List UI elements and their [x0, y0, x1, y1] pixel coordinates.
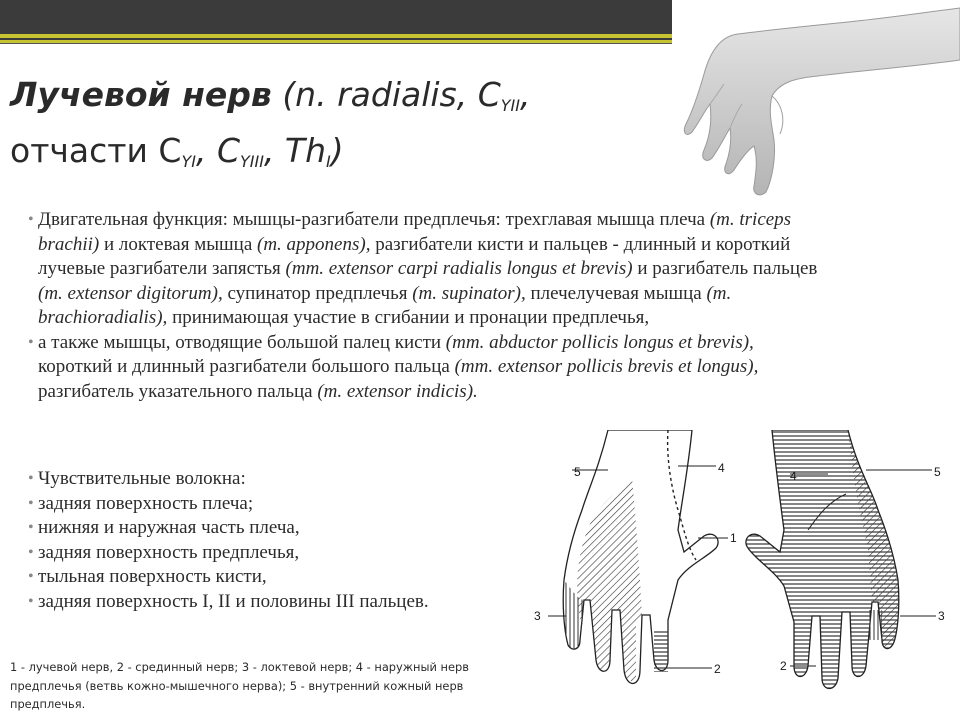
label-5: 5	[934, 465, 941, 479]
list-item	[28, 492, 548, 517]
bullet-icon: •	[28, 543, 34, 561]
wrist-drop-illustration	[668, 0, 960, 205]
list-item-text: тыльная поверхность кисти,	[38, 566, 267, 587]
median-zone	[654, 630, 668, 672]
label-2: 2	[714, 662, 721, 676]
text-run: и локтевая мышца	[99, 233, 257, 255]
text-run: а также мышцы, отводящие большой палец кисти	[38, 331, 446, 353]
figure-caption: 1 - лучевой нерв, 2 - срединный нерв; 3 - локтевой нерв; 4 - наружный нерв предплечья (ветвь кожно-мышечного нерва); 5 - внутренний кожный нерв предплечья.	[10, 660, 469, 711]
title-bold: Лучевой нерв	[10, 75, 272, 114]
text-run: и разгибатель пальцев	[632, 258, 818, 279]
list-item	[28, 590, 548, 615]
motor-function-text	[28, 208, 828, 404]
latin-term: (mm. extensor carpi radialis longus et brevis)	[285, 258, 633, 279]
list-item	[28, 516, 548, 541]
title-subscript: I	[326, 152, 331, 171]
bullet-icon: •	[28, 519, 34, 536]
latin-term: (m. supinator),	[412, 282, 526, 304]
bullet-icon: •	[28, 470, 34, 487]
list-item-text: задняя поверхность плеча;	[38, 492, 254, 514]
title-line-2	[10, 128, 650, 184]
title-mid: , C	[195, 131, 241, 170]
bullet-icon: •	[28, 333, 34, 351]
label-1: 1	[730, 531, 737, 545]
label-4: 4	[790, 469, 797, 483]
list-item-text: задняя поверхность I, II и половины III пальцев.	[38, 590, 429, 612]
latin-term: (m. triceps brachii)	[38, 209, 792, 255]
label-4: 4	[718, 461, 725, 475]
bullet-icon: •	[28, 494, 34, 512]
latin-term: (m. apponens),	[257, 233, 371, 255]
list-item-text: задняя поверхность предплечья,	[38, 541, 300, 563]
latin-term: (mm. extensor pollicis brevis et longus),	[454, 356, 759, 377]
title-latin: (n. radialis, C	[282, 75, 501, 114]
left-hand-diagram	[534, 430, 737, 684]
motor-paragraph-1	[28, 208, 828, 331]
sensory-list	[28, 467, 548, 614]
label-3: 3	[534, 609, 541, 623]
hand-innervation-diagram	[528, 430, 960, 720]
label-5: 5	[574, 465, 581, 479]
bullet-icon: •	[28, 568, 34, 585]
latin-term: (m. extensor indicis).	[317, 380, 478, 402]
list-item	[28, 565, 548, 590]
label-3: 3	[938, 609, 945, 623]
title-subscript: YIII	[240, 152, 264, 171]
list-item	[28, 467, 548, 492]
title-subscript: YII	[500, 96, 520, 115]
ulnar-finger-zone	[868, 610, 882, 640]
title-comma: ,	[519, 75, 531, 114]
bullet-icon: •	[28, 592, 34, 610]
label-2: 2	[780, 659, 787, 673]
slide-title	[10, 72, 650, 184]
text-run: короткий и длинный разгибатели большого пальца	[38, 356, 455, 377]
text-run: плечелучевая мышца	[525, 282, 707, 304]
header-stripe	[0, 43, 672, 44]
text-run: разгибатели кисти и пальцев - длинный и короткий лучевые разгибатели запястья	[38, 233, 791, 279]
title-line2-prefix: отчасти C	[10, 131, 182, 170]
header-bar	[0, 0, 672, 34]
title-line-1	[10, 72, 650, 128]
list-item-text: нижняя и наружная часть плеча,	[38, 517, 300, 538]
motor-paragraph-2	[28, 331, 828, 405]
text-run: принимающая участие в сгибании и пронации предплечья,	[167, 307, 650, 328]
text-run: разгибатель указательного пальца	[38, 380, 318, 402]
latin-term: (mm. abductor pollicis longus et brevis),	[445, 331, 754, 353]
title-close: )	[330, 131, 344, 170]
text-run: супинатор предплечья	[222, 282, 413, 304]
list-item	[28, 541, 548, 566]
bullet-icon: •	[28, 211, 34, 228]
list-item-text: Чувствительные волокна:	[38, 468, 246, 489]
title-subscript: YI	[181, 152, 196, 171]
right-hand-diagram	[746, 430, 945, 689]
text-run: Двигательная функция: мышцы-разгибатели предплечья: трехглавая мышца плеча	[38, 209, 710, 230]
latin-term: (m. extensor digitorum),	[38, 282, 223, 304]
title-mid: , Th	[263, 131, 327, 170]
latin-term: (m. brachioradialis),	[38, 282, 732, 328]
